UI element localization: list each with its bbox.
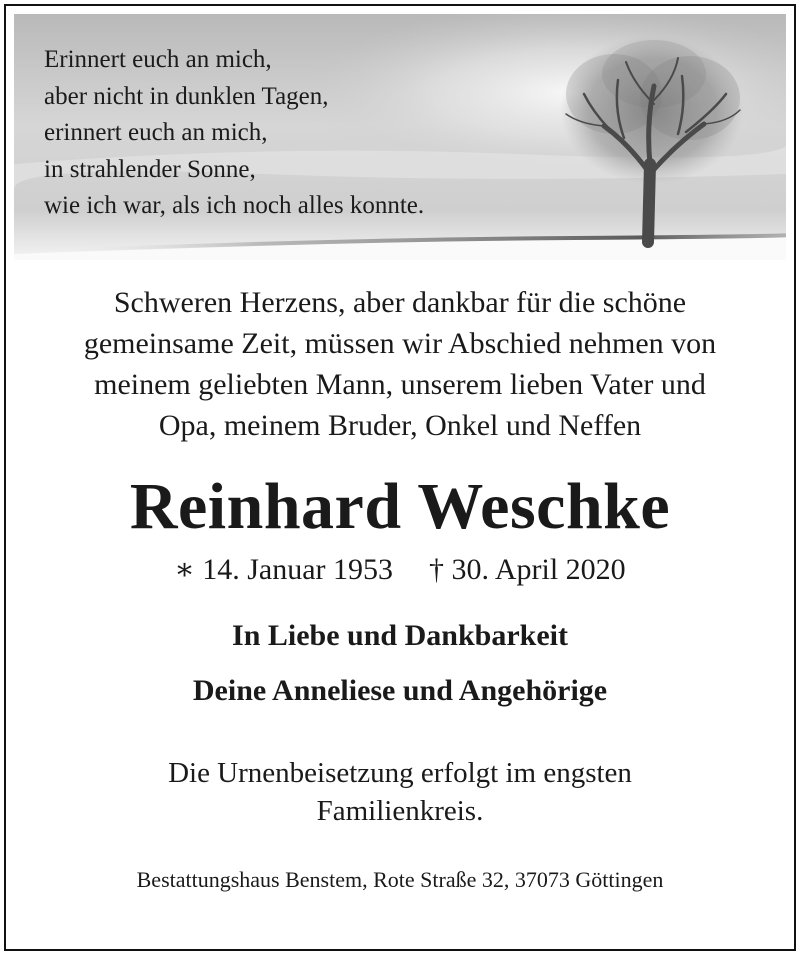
- deceased-name: Reinhard Weschke: [129, 470, 671, 543]
- burial-line: Die Urnenbeisetzung erfolgt im engsten: [168, 757, 632, 789]
- poem-line: aber nicht in dunklen Tagen,: [44, 82, 329, 110]
- death-symbol: †: [429, 553, 444, 586]
- closing-love: In Liebe und Dankbarkeit: [232, 619, 568, 652]
- poem: [44, 42, 424, 225]
- poem-line: wie ich war, als ich noch alles konnte.: [44, 192, 425, 219]
- birth-date: 14. Januar 1953: [202, 553, 393, 586]
- header-banner: [14, 14, 786, 260]
- poem-line: in strahlender Sonne,: [44, 155, 256, 183]
- life-dates: [14, 551, 786, 589]
- intro-line: Schweren Herzens, aber dankbar für die schöne: [113, 286, 687, 319]
- intro-line: meinem geliebten Mann, unserem lieben Vater und: [94, 368, 706, 401]
- intro-line: gemeinsame Zeit, müssen wir Abschied nehmen von: [83, 327, 717, 360]
- burial-note: [14, 754, 786, 830]
- death-date: 30. April 2020: [451, 553, 626, 586]
- obituary-body: [14, 282, 786, 894]
- closing-family: Deine Anneliese und Angehörige: [192, 674, 608, 707]
- birth-symbol: ∗: [174, 553, 195, 586]
- intro-line: Opa, meinem Bruder, Onkel und Neffen: [158, 409, 642, 442]
- poem-line: Erinnert euch an mich,: [44, 46, 272, 73]
- poem-line: erinnert euch an mich,: [44, 119, 268, 146]
- burial-line: Familienkreis.: [316, 795, 484, 827]
- funeral-home: Bestattungshaus Benstem, Rote Straße 32, 37073 Göttingen: [136, 867, 664, 892]
- intro-text: [14, 282, 786, 446]
